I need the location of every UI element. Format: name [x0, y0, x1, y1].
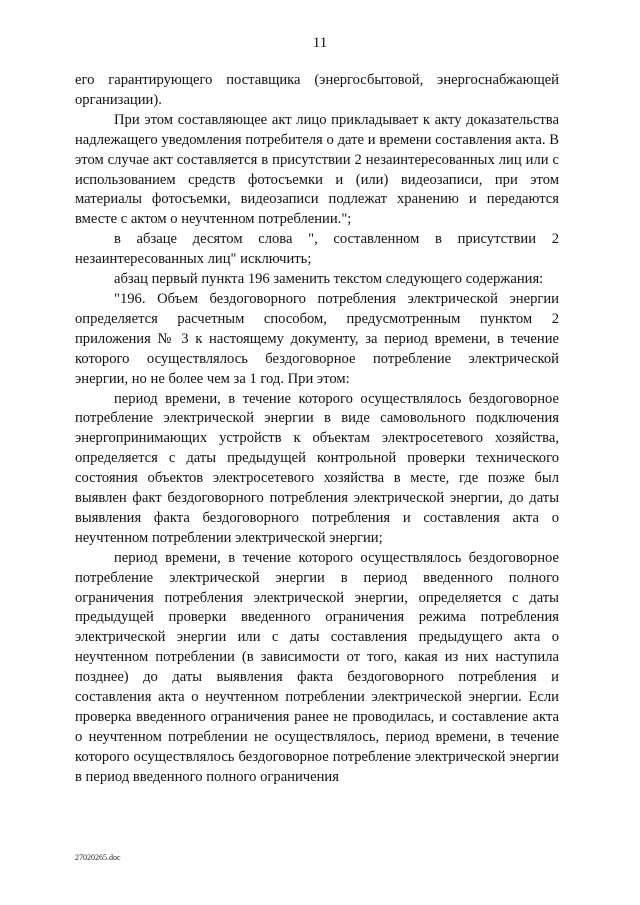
page-number: 11 [312, 35, 328, 51]
paragraph-tenth-amendment: в абзаце десятом слова ", составленном в присутствии 2 незаинтересованных лиц" исключить; [75, 231, 559, 268]
paragraph-notification-requirement: При этом составляющее акт лицо прикладывает к акту доказательства надлежащего уведомления потребителя о дате и времени составления акта. В этом случае акт составляется в присутствии 2 незаинтересованных лиц или с использованием средств фотосъемки и (или) видеозаписи, при этом материалы фотосъемки, видеозаписи подлежат хранению и передаются вместе с актом о неучтенном потреблении."; [75, 111, 559, 228]
footer-filename: 27020265.doc [75, 853, 121, 862]
paragraph-196-text: "196. Объем бездоговорного потребления электрической энергии определяется расчетным способом, предусмотренным пунктом 2 приложения № 3 к настоящему документу, за период времени, в течение которого осуществлялось бездоговорное потребление электрической энергии, но не более чем за 1 год. При этом: [75, 290, 559, 387]
paragraph-unauthorized-connection-period: период времени, в течение которого осуществлялось бездоговорное потребление электрической энергии в виде самовольного подключения энергопринимающих устройств к объектам электросетевого хозяйства, определяется с даты предыдущей контрольной проверки технического состояния объектов электросетевого хозяйства в месте, где позже был выявлен факт бездоговорного потребления электрической энергии, до даты выявления факта бездоговорного потребления и составления акта о неучтенном потреблении электрической энергии; [75, 390, 559, 546]
paragraph-continuation: его гарантирующего поставщика (энергосбытовой, энергоснабжающей организации). [75, 72, 559, 108]
paragraph-full-restriction-period: период времени, в течение которого осуществлялось бездоговорное потребление электрической энергии в период введенного полного ограничения потребления электрической энергии, определяется с даты предыдущей проверки введенного ограничения режима потребления электрической энергии или с даты составления предыдущего акта о неучтенном потреблении (в зависимости от того, какая из них наступила позднее) до даты выявления факта бездоговорного потребления и составления акта о неучтенном потреблении электрической энергии. Если проверка введенного ограничения ранее не проводилась, и составление акта о неучтенном потреблении не осуществлялось, период времени, в течение которого осуществлялось бездоговорное потребление электрической энергии в период введенного полного ограничения [75, 549, 559, 785]
paragraph-196-intro: абзац первый пункта 196 заменить текстом следующего содержания: [114, 271, 544, 288]
document-body [75, 71, 559, 788]
